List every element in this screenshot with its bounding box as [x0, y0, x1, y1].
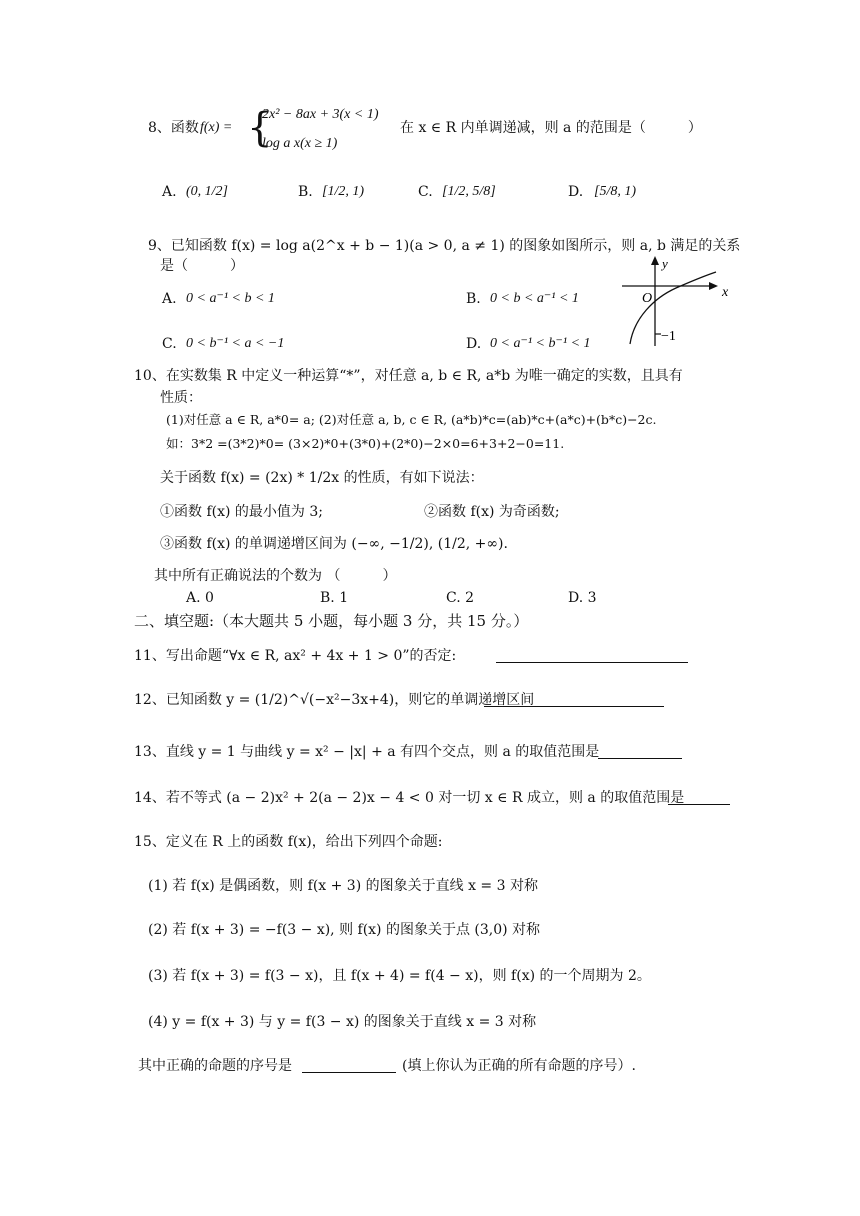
- q9-option-c-label: C.: [162, 336, 177, 352]
- q9-stem-2: 是（ ）: [160, 258, 244, 274]
- origin-label: O: [642, 291, 653, 306]
- q10-line-2: 性质：: [160, 390, 202, 406]
- x-axis-label: x: [722, 285, 729, 300]
- section-2-heading: 二、填空题:（本大题共 5 小题，每小题 3 分，共 15 分。）: [134, 612, 529, 630]
- q8-option-c-value: [1/2, 5/8]: [442, 184, 496, 199]
- q10-option-d-label: D.: [568, 590, 584, 606]
- q8-option-c-label: C.: [418, 184, 433, 200]
- q8-option-a-value: (0, 1/2]: [186, 184, 228, 199]
- q10-ask: 其中所有正确说法的个数为 （ ）: [154, 568, 397, 584]
- q9-option-c-value: 0 < b⁻¹ < a < −1: [186, 336, 285, 351]
- q10-claim-2: ②函数 f(x) 为奇函数;: [424, 504, 560, 520]
- y-axis-label: y: [662, 256, 668, 271]
- q15-proposition-1: (1) 若 f(x) 是偶函数，则 f(x + 3) 的图象关于直线 x = 3 对称: [148, 878, 538, 894]
- q8-piece-1: 2x² − 8ax + 3(x < 1): [262, 107, 379, 122]
- q10-option-c-value: 2: [465, 590, 475, 606]
- q12-text: 12、已知函数 y = (1/2)^√(−x²−3x+4)，则它的单调递增区间: [134, 692, 535, 708]
- q10-function-def: 关于函数 f(x) = (2x) * 1/2x 的性质，有如下说法：: [160, 470, 484, 486]
- q9-option-a-value: 0 < a⁻¹ < b < 1: [186, 291, 275, 306]
- q8-option-a-label: A.: [162, 184, 177, 200]
- q11-text: 11、写出命题“∀x ∈ R, ax² + 4x + 1 > 0”的否定:: [134, 648, 457, 664]
- q14-text: 14、若不等式 (a − 2)x² + 2(a − 2)x − 4 < 0 对一切 x ∈ R 成立，则 a 的取值范围是: [134, 790, 685, 806]
- q9-option-a-label: A.: [162, 291, 177, 307]
- q10-option-b-label: B.: [320, 590, 335, 606]
- q8-piece-2: log a x(x ≥ 1): [262, 136, 338, 151]
- q13-answer-blank[interactable]: [598, 744, 682, 759]
- q9-option-d-label: D.: [466, 336, 482, 352]
- q9-option-b-value: 0 < b < a⁻¹ < 1: [490, 291, 579, 306]
- q10-option-d-value: 3: [587, 590, 597, 606]
- q10-option-c-label: C.: [446, 590, 461, 606]
- q10-option-a: [186, 588, 214, 608]
- q8-option-d-value: [5/8, 1): [594, 184, 636, 199]
- q9-stem: 9、已知函数 f(x) = log a(2^x + b − 1)(a > 0, a ≠ 1) 的图象如图所示，则 a, b 满足的关系: [148, 238, 741, 254]
- q10-option-c: [446, 588, 474, 608]
- q15-tail-end: (填上你认为正确的所有命题的序号）.: [402, 1058, 636, 1074]
- q10-line-1: 10、在实数集 R 中定义一种运算“*”，对任意 a, b ∈ R, a*b 为唯一确定的实数，且具有: [134, 368, 683, 384]
- q14-answer-blank[interactable]: [668, 790, 730, 805]
- q15-answer-blank[interactable]: [302, 1058, 396, 1073]
- q10-option-a-value: 0: [205, 590, 214, 606]
- q15-proposition-4: (4) y = f(x + 3) 与 y = f(3 − x) 的图象关于直线 x = 3 对称: [148, 1014, 537, 1030]
- q9-function-graph: [618, 252, 730, 348]
- q8-stem-end: 在 x ∈ R 内单调递减，则 a 的范围是（ ）: [400, 120, 702, 136]
- q10-claim-1: ①函数 f(x) 的最小值为 3;: [160, 504, 323, 520]
- q8-option-d-label: D.: [568, 184, 584, 200]
- q13-text: 13、直线 y = 1 与曲线 y = x² − |x| + a 有四个交点，则 a 的取值范围是: [134, 744, 600, 760]
- q15-proposition-2: (2) 若 f(x + 3) = −f(3 − x), 则 f(x) 的图象关于点 (3,0) 对称: [148, 922, 541, 938]
- q8-option-b-label: B.: [298, 184, 313, 200]
- q15-stem: 15、定义在 R 上的函数 f(x)，给出下列四个命题:: [134, 834, 443, 850]
- x-axis-arrow: [709, 282, 718, 290]
- q10-properties: (1)对任意 a ∈ R, a*0= a; (2)对任意 a, b, c ∈ R, (a*b)*c=(ab)*c+(a*c)+(b*c)−2c.: [166, 412, 657, 427]
- q9-option-d-value: 0 < a⁻¹ < b⁻¹ < 1: [490, 336, 591, 351]
- q10-example: 如：3*2 =(3*2)*0= (3×2)*0+(3*0)+(2*0)−2×0=6+3+2−0=11.: [166, 436, 565, 451]
- q12-answer-blank[interactable]: [484, 692, 664, 707]
- q10-option-a-label: A.: [186, 590, 201, 606]
- q10-option-d: [568, 588, 597, 608]
- q10-claim-3: ③函数 f(x) 的单调递增区间为 (−∞, −1/2), (1/2, +∞).: [160, 536, 508, 552]
- q15-tail-start: 其中正确的命题的序号是: [138, 1058, 292, 1074]
- q9-option-b-label: B.: [466, 291, 481, 307]
- q8-option-b-value: [1/2, 1): [322, 184, 364, 199]
- y-axis-arrow: [651, 256, 659, 265]
- q8-func-name: f(x) =: [200, 120, 233, 135]
- q10-option-b-value: 1: [339, 590, 349, 606]
- q8-stem-start: 8、函数: [148, 120, 199, 136]
- q11-answer-blank[interactable]: [496, 648, 688, 663]
- q8-brace: {: [247, 105, 273, 151]
- q15-proposition-3: (3) 若 f(x + 3) = f(3 − x)，且 f(x + 4) = f(4 − x)，则 f(x) 的一个周期为 2。: [148, 968, 651, 984]
- tick-label: −1: [661, 329, 676, 344]
- q10-option-b: [320, 588, 348, 608]
